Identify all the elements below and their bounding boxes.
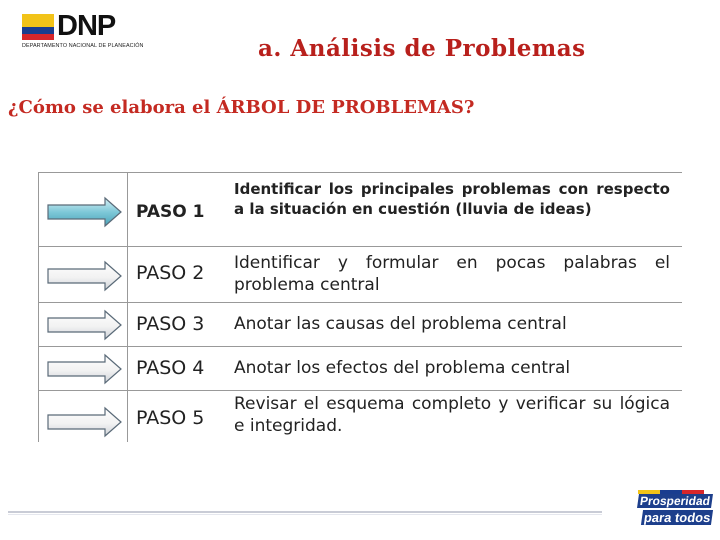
arrow-icon bbox=[47, 260, 123, 292]
logo-text: DNP bbox=[57, 10, 116, 42]
step-description: Identificar los principales problemas con respecto a la situación en cuestión (lluvia de ideas) bbox=[234, 180, 670, 218]
page-title: a. Análisis de Problemas bbox=[258, 35, 586, 62]
step-description: Anotar las causas del problema central bbox=[234, 314, 567, 334]
arrow-cell bbox=[38, 172, 128, 246]
arrow-icon bbox=[47, 353, 123, 385]
arrow-cell bbox=[38, 390, 128, 442]
question-heading: ¿Cómo se elabora el ÁRBOL DE PROBLEMAS? bbox=[8, 97, 475, 118]
logo-subtitle: DEPARTAMENTO NACIONAL DE PLANEACIÓN bbox=[22, 43, 144, 49]
arrow-cell bbox=[38, 346, 128, 390]
step-row-5 bbox=[38, 390, 682, 442]
footer-divider bbox=[8, 511, 602, 513]
step-row-3 bbox=[38, 302, 682, 346]
step-label: PASO 3 bbox=[136, 313, 205, 335]
arrow-icon bbox=[47, 406, 123, 438]
arrow-icon bbox=[47, 309, 123, 341]
step-description: Anotar los efectos del problema central bbox=[234, 358, 571, 378]
step-label: PASO 4 bbox=[136, 357, 205, 379]
arrow-cell bbox=[38, 302, 128, 346]
brand-line-1: Prosperidad bbox=[639, 494, 712, 508]
colombia-flag-icon bbox=[22, 14, 54, 40]
steps-table bbox=[38, 172, 682, 442]
arrow-cell bbox=[38, 246, 128, 302]
step-description: Identificar y formular en pocas palabras el problema central bbox=[234, 253, 670, 295]
prosperidad-logo bbox=[638, 494, 712, 528]
step-row-1 bbox=[38, 172, 682, 246]
step-label: PASO 1 bbox=[136, 202, 205, 222]
active-arrow-icon bbox=[47, 196, 123, 228]
step-label: PASO 2 bbox=[136, 262, 205, 284]
step-row-2 bbox=[38, 246, 682, 302]
step-description: Revisar el esquema completo y verificar su lógica e integridad. bbox=[234, 394, 670, 436]
brand-line-2: para todos bbox=[642, 510, 712, 525]
step-row-4 bbox=[38, 346, 682, 390]
dnp-logo bbox=[22, 10, 144, 52]
step-label: PASO 5 bbox=[136, 407, 205, 429]
footer-divider-shadow bbox=[8, 514, 602, 515]
